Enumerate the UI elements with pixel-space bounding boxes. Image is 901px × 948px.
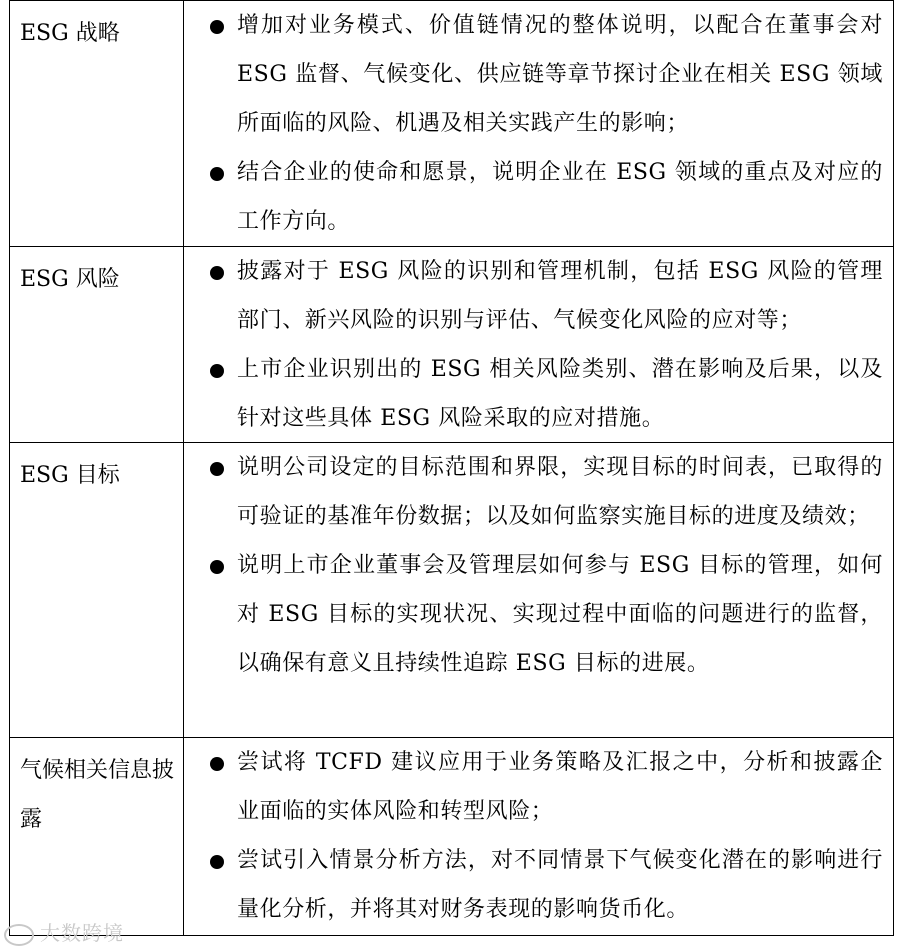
watermark-text: 大数跨境 bbox=[40, 921, 124, 945]
bullet-icon bbox=[194, 1, 237, 148]
row-label: ESG 战略 bbox=[10, 1, 184, 246]
list-item-text: 增加对业务模式、价值链情况的整体说明，以配合在董事会对 ESG 监督、气候变化、供应链等章节探讨企业在相关 ESG 领域所面临的风险、机遇及相关实践产生的影响； bbox=[237, 13, 883, 136]
row-label: 气候相关信息披露 bbox=[10, 738, 184, 935]
row-content bbox=[184, 1, 893, 246]
row-label: ESG 风险 bbox=[10, 247, 184, 442]
list-item-text: 尝试将 TCFD 建议应用于业务策略及汇报之中，分析和披露企业面临的实体风险和转型风险； bbox=[237, 750, 883, 824]
list-item-text: 结合企业的使命和愿景，说明企业在 ESG 领域的重点及对应的工作方向。 bbox=[237, 160, 883, 234]
table-row bbox=[9, 738, 894, 936]
table-row bbox=[9, 247, 894, 443]
bullet-icon bbox=[194, 541, 237, 688]
bullet-icon bbox=[194, 443, 237, 541]
table-row bbox=[9, 443, 894, 738]
list-item-text: 说明公司设定的目标范围和界限，实现目标的时间表，已取得的可验证的基准年份数据；以及如何监察实施目标的进度及绩效； bbox=[237, 455, 883, 529]
row-content bbox=[184, 738, 893, 935]
list-item bbox=[194, 541, 883, 688]
list-item bbox=[194, 738, 883, 836]
watermark-logo-icon bbox=[4, 924, 34, 946]
list-item bbox=[194, 443, 883, 541]
list-item-text: 说明上市企业董事会及管理层如何参与 ESG 目标的管理，如何对 ESG 目标的实现状况、实现过程中面临的问题进行的监督，以确保有意义且持续性追踪 ESG 目标的进展。 bbox=[237, 553, 883, 676]
row-content bbox=[184, 443, 893, 737]
bullet-icon bbox=[194, 148, 237, 246]
list-item-text: 披露对于 ESG 风险的识别和管理机制，包括 ESG 风险的管理部门、新兴风险的识别与评估、气候变化风险的应对等； bbox=[237, 259, 883, 333]
bullet-icon bbox=[194, 247, 237, 345]
list-item bbox=[194, 148, 883, 246]
row-content bbox=[184, 247, 893, 442]
watermark bbox=[4, 917, 124, 946]
list-item-text: 尝试引入情景分析方法，对不同情景下气候变化潜在的影响进行量化分析，并将其对财务表现的影响货币化。 bbox=[237, 848, 883, 922]
bullet-icon bbox=[194, 738, 237, 836]
list-item bbox=[194, 247, 883, 345]
bullet-icon bbox=[194, 836, 237, 934]
list-item bbox=[194, 836, 883, 934]
bullet-icon bbox=[194, 345, 237, 443]
list-item bbox=[194, 345, 883, 443]
esg-disclosure-table bbox=[9, 0, 894, 936]
list-item bbox=[194, 1, 883, 148]
row-label: ESG 目标 bbox=[10, 443, 184, 737]
list-item-text: 上市企业识别出的 ESG 相关风险类别、潜在影响及后果，以及针对这些具体 ESG 风险采取的应对措施。 bbox=[237, 357, 883, 431]
table-row bbox=[9, 0, 894, 247]
